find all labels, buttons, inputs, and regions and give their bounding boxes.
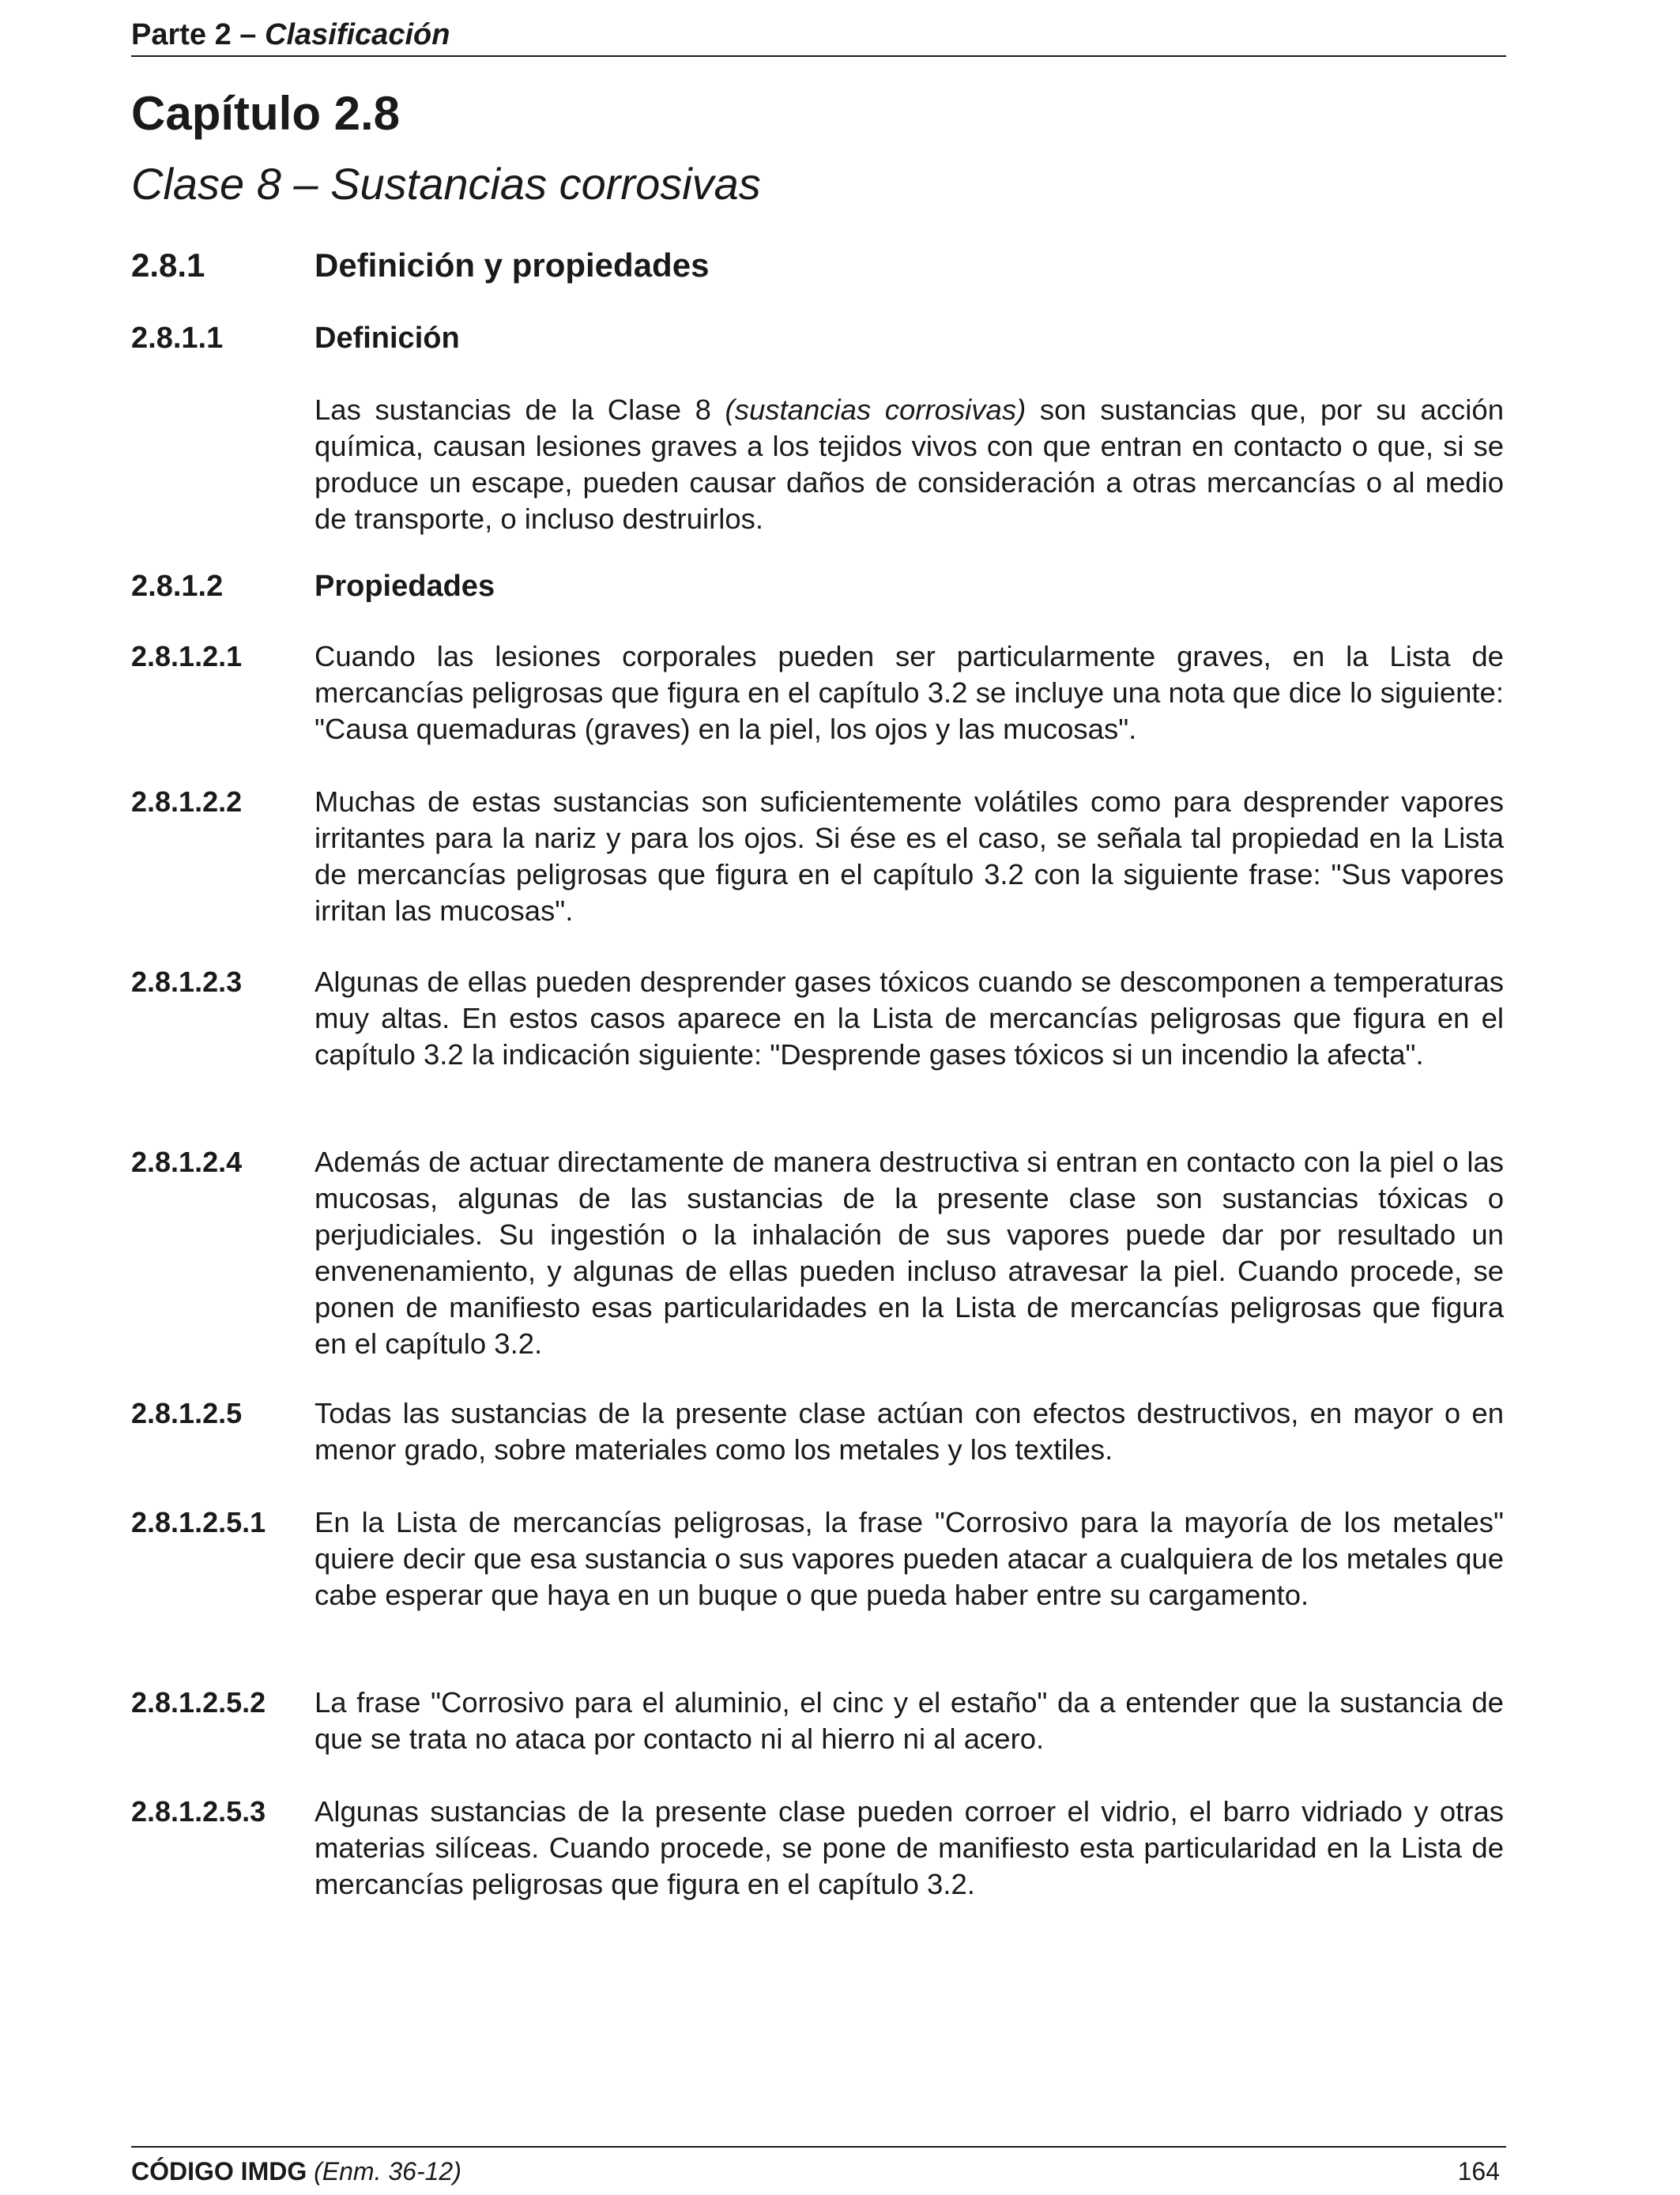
section-number: 2.8.1 — [131, 247, 205, 284]
paragraph-number: 2.8.1.2.5.3 — [131, 1795, 266, 1828]
paragraph-text: Además de actuar directamente de manera destructiva si entran en contacto con la piel o las mucosas, algunas de las sustancias de la presente clase son sustancias tóxicas o perjudiciales. Su ingestión o la inhalación de sus vapores puede dar por resultado un envenenamiento, y algunas de ellas pueden incluso atravesar la piel. Cuando procede, se ponen de manifiesto esas particularidades en la Lista de mercancías peligrosas que figura en el capítulo 3.2. — [315, 1146, 1504, 1360]
properties-number: 2.8.1.2 — [131, 570, 224, 603]
paragraph-text: Todas las sustancias de la presente clase actúan con efectos destructivos, en mayor o en menor grado, sobre materiales como los metales y los textiles. — [315, 1397, 1504, 1466]
chapter-number: Capítulo 2.8 — [131, 87, 401, 140]
page-footer — [131, 2146, 1506, 2195]
part-label: Parte 2 – — [131, 18, 257, 51]
footer-amendment: (Enm. 36-12) — [314, 2157, 461, 2186]
definition-text-part: Las sustancias de la Clase 8 — [315, 393, 725, 426]
paragraph-text: Algunas sustancias de la presente clase pueden corroer el vidrio, el barro vidriado y otras materias silíceas. Cuando procede, se pone de manifiesto esta particularidad en la Lista de mercancías peligrosas que figura en el capítulo 3.2. — [315, 1795, 1504, 1900]
paragraph-number: 2.8.1.2.2 — [131, 785, 243, 818]
page-number: 164 — [1457, 2157, 1500, 2186]
paragraph-number: 2.8.1.2.5.1 — [131, 1506, 266, 1538]
paragraph-number: 2.8.1.2.1 — [131, 640, 243, 672]
definition-text-italic: (sustancias corrosivas) — [725, 393, 1026, 426]
paragraph-text: Muchas de estas sustancias son suficientemente volátiles como para desprender vapores irritantes para la nariz y para los ojos. Si ése es el caso, se señala tal propiedad en la Lista de mercancías peligrosas que figura en el capítulo 3.2 con la siguiente frase: "Sus vapores irritan las mucosas". — [315, 785, 1504, 927]
properties-title: Propiedades — [315, 570, 495, 603]
paragraph-text: La frase "Corrosivo para el aluminio, el cinc y el estaño" da a entender que la sustancia de que se trata no ataca por contacto ni al hierro ni al acero. — [315, 1686, 1504, 1755]
definition-text-part: son sustancias que, por su acción química, causan lesiones graves a los tejidos vivos con que entran en contacto o que, si se produce un escape, pueden causar daños de consideración a otras mercancías o al medio de transporte, o incluso destruirlos. — [315, 393, 1504, 535]
footer-code: CÓDIGO IMDG — [131, 2157, 307, 2186]
paragraph-number: 2.8.1.2.5.2 — [131, 1686, 266, 1719]
definition-text — [315, 392, 1504, 537]
paragraph-number: 2.8.1.2.3 — [131, 966, 243, 998]
definition-title: Definición — [315, 322, 460, 355]
chapter-title: Clase 8 – Sustancias corrosivas — [131, 159, 761, 209]
paragraph-text: Cuando las lesiones corporales pueden ser particularmente graves, en la Lista de mercancías peligrosas que figura en el capítulo 3.2 se incluye una nota que dice lo siguiente: "Causa quemaduras (graves) en la piel, los ojos y las mucosas". — [315, 640, 1504, 745]
part-title: Clasificación — [265, 18, 450, 51]
footer-citation — [131, 2155, 461, 2187]
definition-number: 2.8.1.1 — [131, 322, 224, 355]
document-page — [131, 0, 1506, 2193]
section-title: Definición y propiedades — [315, 247, 710, 284]
paragraph-number: 2.8.1.2.4 — [131, 1146, 243, 1178]
paragraph-text: Algunas de ellas pueden desprender gases tóxicos cuando se descomponen a temperaturas muy altas. En estos casos aparece en la Lista de mercancías peligrosas que figura en el capítulo 3.2 la indicación siguiente: "Desprende gases tóxicos si un incendio la afecta". — [315, 966, 1504, 1071]
paragraph-number: 2.8.1.2.5 — [131, 1397, 243, 1429]
running-header — [131, 14, 1506, 57]
paragraph-text: En la Lista de mercancías peligrosas, la frase "Corrosivo para la mayoría de los metales" quiere decir que esa sustancia o sus vapores pueden atacar a cualquiera de los metales que cabe esperar que haya en un buque o que pueda haber entre su cargamento. — [315, 1506, 1504, 1611]
